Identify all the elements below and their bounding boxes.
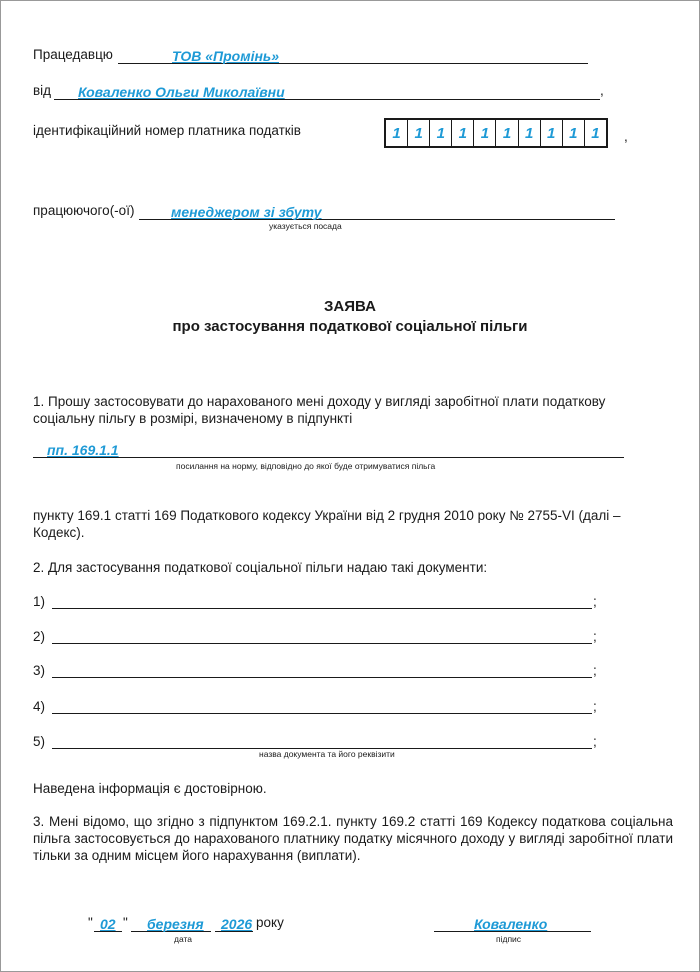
tax-id-digit: 1 [474, 120, 496, 146]
signature-field[interactable] [434, 915, 591, 932]
document-item-number: 2) [33, 629, 46, 644]
document-item-number: 3) [33, 663, 46, 678]
section-1-continuation: пункту 169.1 статті 169 Податкового кодексу України від 2 грудня 2010 року № 2755-VI (далі – Кодекс). [33, 508, 621, 540]
from-comma: , [600, 83, 604, 98]
date-month-field[interactable] [131, 915, 211, 932]
document-item-number: 5) [33, 734, 46, 749]
from-field[interactable] [54, 83, 600, 100]
tax-id-digit: 1 [452, 120, 474, 146]
signature-value: Коваленко [474, 916, 548, 932]
document-item-field[interactable] [52, 661, 592, 678]
date-year-field[interactable] [215, 915, 253, 932]
date-quote-open: " [88, 915, 93, 930]
from-label: від [33, 83, 52, 98]
document-subtitle: про застосування податкової соціальної пільги [172, 318, 528, 335]
document-item-field[interactable] [52, 627, 592, 644]
section-3-text: 3. Мені відомо, що згідно з підпунктом 169.2.1. пункту 169.2 статті 169 Кодексу податкова соціальна пільга застосовується до нарахованого платнику податку місячного доходу у вигляді заробітної плати тільки за одним місцем його нарахування (виплати). [33, 814, 673, 863]
document-item-field[interactable] [52, 697, 592, 714]
subclause-value: пп. 169.1.1 [47, 442, 119, 458]
section-1-text: 1. Прошу застосовувати до нарахованого мені доходу у вигляді заробітної плати податкову соціальну пільгу в розмірі, визначеному в підпункті [33, 394, 606, 426]
date-month: березня [147, 916, 204, 932]
tax-id-digit: 1 [519, 120, 541, 146]
position-caption: указується посада [269, 221, 342, 231]
employer-label: Працедавцю [33, 47, 113, 62]
document-item-end: ; [593, 594, 597, 609]
tax-id-digit: 1 [563, 120, 585, 146]
tax-id-comma: , [624, 129, 628, 144]
tax-id-digit: 1 [591, 124, 600, 142]
subclause-field[interactable] [33, 441, 624, 458]
tax-id-digit: 1 [430, 120, 452, 146]
tax-id-label: ідентифікаційний номер платника податків [33, 123, 301, 138]
document-title: ЗАЯВА [324, 298, 376, 315]
position-field[interactable] [139, 203, 615, 220]
date-year: 2026 [221, 916, 253, 932]
document-item-number: 4) [33, 699, 46, 714]
date-caption: дата [174, 934, 193, 944]
tax-id-digit: 1 [496, 120, 518, 146]
document-item-number: 1) [33, 594, 46, 609]
employer-value: ТОВ «Промінь» [172, 48, 280, 64]
date-year-suffix: року [256, 915, 284, 930]
position-value: менеджером зі збуту [171, 204, 322, 220]
section-2-text: 2. Для застосування податкової соціальної пільги надаю такі документи: [33, 560, 488, 575]
document-item-field[interactable] [52, 592, 592, 609]
date-day: 02 [100, 916, 116, 932]
document-item-field[interactable] [52, 732, 592, 749]
document-item-end: ; [593, 734, 597, 749]
documents-caption: назва документа та його реквізити [259, 749, 395, 759]
tax-id-digit: 1 [408, 120, 430, 146]
tax-id-digit: 1 [386, 120, 408, 146]
date-quote-close: " [123, 915, 128, 930]
subclause-caption: посилання на норму, відповідно до якої буде отримуватися пільга [176, 461, 436, 471]
from-value: Коваленко Ольги Миколаївни [78, 84, 285, 100]
document-item-end: ; [593, 663, 597, 678]
date-day-field[interactable] [94, 915, 122, 932]
confirmation-text: Наведена інформація є достовірною. [33, 781, 267, 796]
tax-id-digit: 1 [541, 120, 563, 146]
document-item-end: ; [593, 629, 597, 644]
document-item-end: ; [593, 699, 597, 714]
employer-field[interactable] [118, 47, 588, 64]
signature-caption: підпис [496, 934, 522, 944]
tax-id-box[interactable] [384, 118, 608, 148]
position-label: працюючого(-ої) [33, 203, 135, 218]
